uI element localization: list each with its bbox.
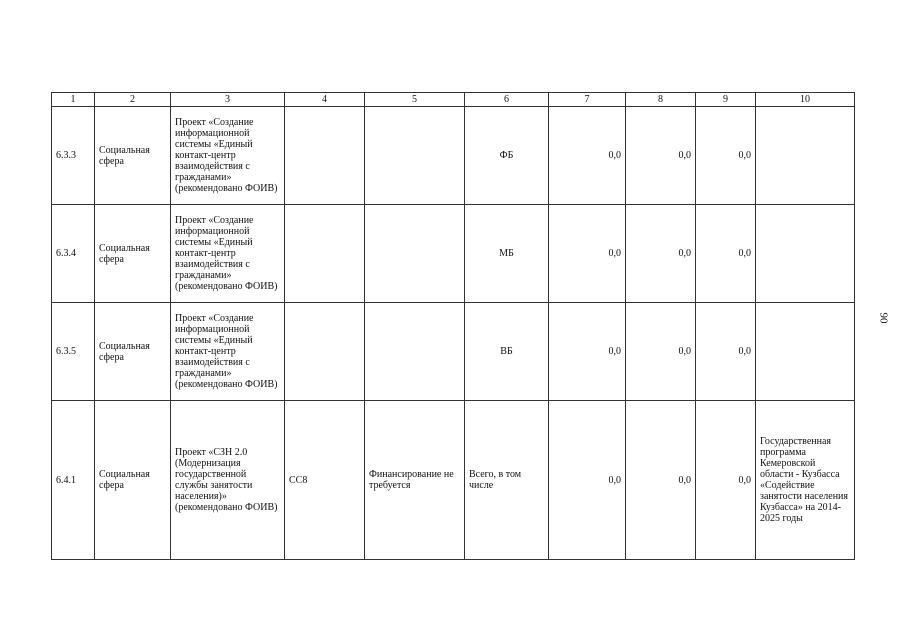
row-id: 6.3.3 <box>52 107 95 205</box>
row-project: Проект «Создание информационной системы «Единый контакт-центр взаимодействия с гражданами» (рекомендовано ФОИВ) <box>171 107 285 205</box>
row-project: Проект «Создание информационной системы «Единый контакт-центр взаимодействия с гражданами» (рекомендовано ФОИВ) <box>171 303 285 401</box>
row-col4 <box>285 303 365 401</box>
row-col5 <box>365 205 465 303</box>
row-value-8: 0,0 <box>626 205 696 303</box>
row-value-9: 0,0 <box>696 107 756 205</box>
row-value-8: 0,0 <box>626 107 696 205</box>
header-cell-5: 5 <box>365 93 465 107</box>
row-value-7: 0,0 <box>549 401 626 560</box>
row-col5 <box>365 107 465 205</box>
row-value-9: 0,0 <box>696 205 756 303</box>
row-project: Проект «СЗН 2.0 (Модернизация государственной службы занятости населения)» (рекомендовано ФОИВ) <box>171 401 285 560</box>
row-col4 <box>285 107 365 205</box>
table-row <box>52 205 855 303</box>
row-value-8: 0,0 <box>626 303 696 401</box>
row-col5: Финансирование не требуется <box>365 401 465 560</box>
row-id: 6.3.4 <box>52 205 95 303</box>
row-sector: Социальная сфера <box>95 107 171 205</box>
page-number: 90 <box>877 312 890 324</box>
header-cell-8: 8 <box>626 93 696 107</box>
row-col5 <box>365 303 465 401</box>
row-source: ФБ <box>465 107 549 205</box>
row-col10: Государственная программа Кемеровской области - Кузбасса «Содействие занятости населения Кузбасса» на 2014-2025 годы <box>756 401 855 560</box>
table-row <box>52 303 855 401</box>
header-cell-2: 2 <box>95 93 171 107</box>
header-cell-6: 6 <box>465 93 549 107</box>
row-col10 <box>756 303 855 401</box>
row-source: ВБ <box>465 303 549 401</box>
row-project: Проект «Создание информационной системы «Единый контакт-центр взаимодействия с гражданами» (рекомендовано ФОИВ) <box>171 205 285 303</box>
header-cell-1: 1 <box>52 93 95 107</box>
table-row <box>52 107 855 205</box>
row-value-7: 0,0 <box>549 107 626 205</box>
header-cell-4: 4 <box>285 93 365 107</box>
row-value-9: 0,0 <box>696 303 756 401</box>
header-cell-7: 7 <box>549 93 626 107</box>
row-col4: СС8 <box>285 401 365 560</box>
row-sector: Социальная сфера <box>95 205 171 303</box>
row-col4 <box>285 205 365 303</box>
row-col10 <box>756 205 855 303</box>
header-row <box>52 93 855 107</box>
row-source: Всего, в том числе <box>465 401 549 560</box>
row-value-7: 0,0 <box>549 303 626 401</box>
row-sector: Социальная сфера <box>95 303 171 401</box>
row-source: МБ <box>465 205 549 303</box>
header-cell-3: 3 <box>171 93 285 107</box>
table-row <box>52 401 855 560</box>
row-id: 6.4.1 <box>52 401 95 560</box>
row-sector: Социальная сфера <box>95 401 171 560</box>
row-col10 <box>756 107 855 205</box>
header-cell-10: 10 <box>756 93 855 107</box>
row-value-9: 0,0 <box>696 401 756 560</box>
header-cell-9: 9 <box>696 93 756 107</box>
row-value-8: 0,0 <box>626 401 696 560</box>
data-table <box>51 92 855 560</box>
row-value-7: 0,0 <box>549 205 626 303</box>
row-id: 6.3.5 <box>52 303 95 401</box>
